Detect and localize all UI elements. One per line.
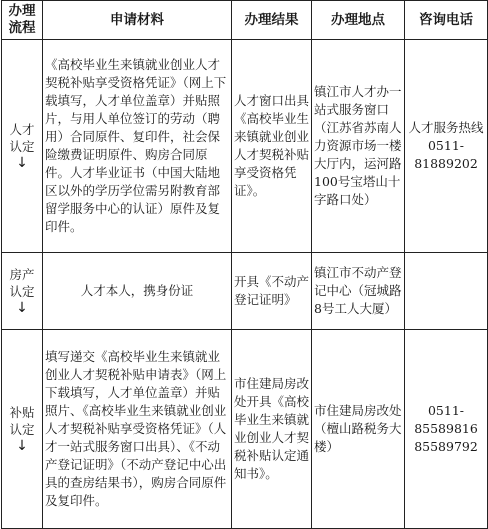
stage-cell [2, 40, 43, 253]
header-materials: 申请材料 [43, 1, 232, 40]
location-cell: 镇江市不动产登记中心（冠城路8号工人大厦） [312, 253, 405, 330]
header-process: 办理流程 [2, 1, 43, 40]
stage-cell [2, 253, 43, 330]
result-cell: 开具《不动产登记证明》 [232, 253, 312, 330]
down-arrow-icon: ↓ [16, 300, 28, 316]
materials-cell: 人才本人，携身份证 [43, 253, 232, 330]
location-cell: 镇江市人才办一站式服务窗口（江苏省苏南人力资源市场一楼大厅内，运河路100号宝塔山十字路口处） [312, 40, 405, 253]
table-row [2, 253, 488, 330]
phone-cell [405, 253, 488, 330]
materials-cell: 《高校毕业生来镇就业创业人才契税补贴享受资格凭证》（网上下载填写，人才单位盖章）并贴照片，与用人单位签订的劳动（聘用）合同原件、复印件，社会保险缴费证明原件、购房合同原件。人才毕业证书（中国大陆地区以外的学历学位需另附教育部留学服务中心的认证）原件及复印件。 [43, 40, 232, 253]
phone-number: 85589792 [414, 439, 478, 454]
result-cell: 人才窗口出具《高校毕业生来镇就业创业人才契税补贴享受资格凭证》。 [232, 40, 312, 253]
phone-label: 0511-85589816 [414, 403, 478, 436]
header-phone: 咨询电话 [405, 1, 488, 40]
materials-cell: 填写递交《高校毕业生来镇就业创业人才契税补贴申请表》（网上下载填写，人才单位盖章）并贴照片、《高校毕业生来镇就业创业人才契税补贴享受资格凭证》（人才一站式服务窗口出具）、《不动产登记证明》（不动产登记中心出具的查房结果书），购房合同原件及复印件。 [43, 330, 232, 529]
phone-label: 人才服务热线 [408, 120, 484, 135]
stage-cell [2, 330, 43, 529]
stage-label: 人才认定 [9, 122, 35, 154]
phone-number: 0511-81889202 [414, 138, 478, 171]
table-row [2, 40, 488, 253]
stage-label: 房产认定 [9, 267, 35, 299]
table-row [2, 330, 488, 529]
result-cell: 市住建局房改处开具《高校毕业生来镇就业创业人才契税补贴认定通知书》。 [232, 330, 312, 529]
phone-cell [405, 40, 488, 253]
phone-cell [405, 330, 488, 529]
header-location: 办理地点 [312, 1, 405, 40]
location-cell: 市住建局房改处（檀山路税务大楼） [312, 330, 405, 529]
down-arrow-icon: ↓ [16, 438, 28, 454]
stage-label: 补贴认定 [9, 405, 35, 437]
subsidy-process-table [1, 0, 488, 529]
header-result: 办理结果 [232, 1, 312, 40]
header-row [2, 1, 488, 40]
down-arrow-icon: ↓ [16, 155, 28, 171]
